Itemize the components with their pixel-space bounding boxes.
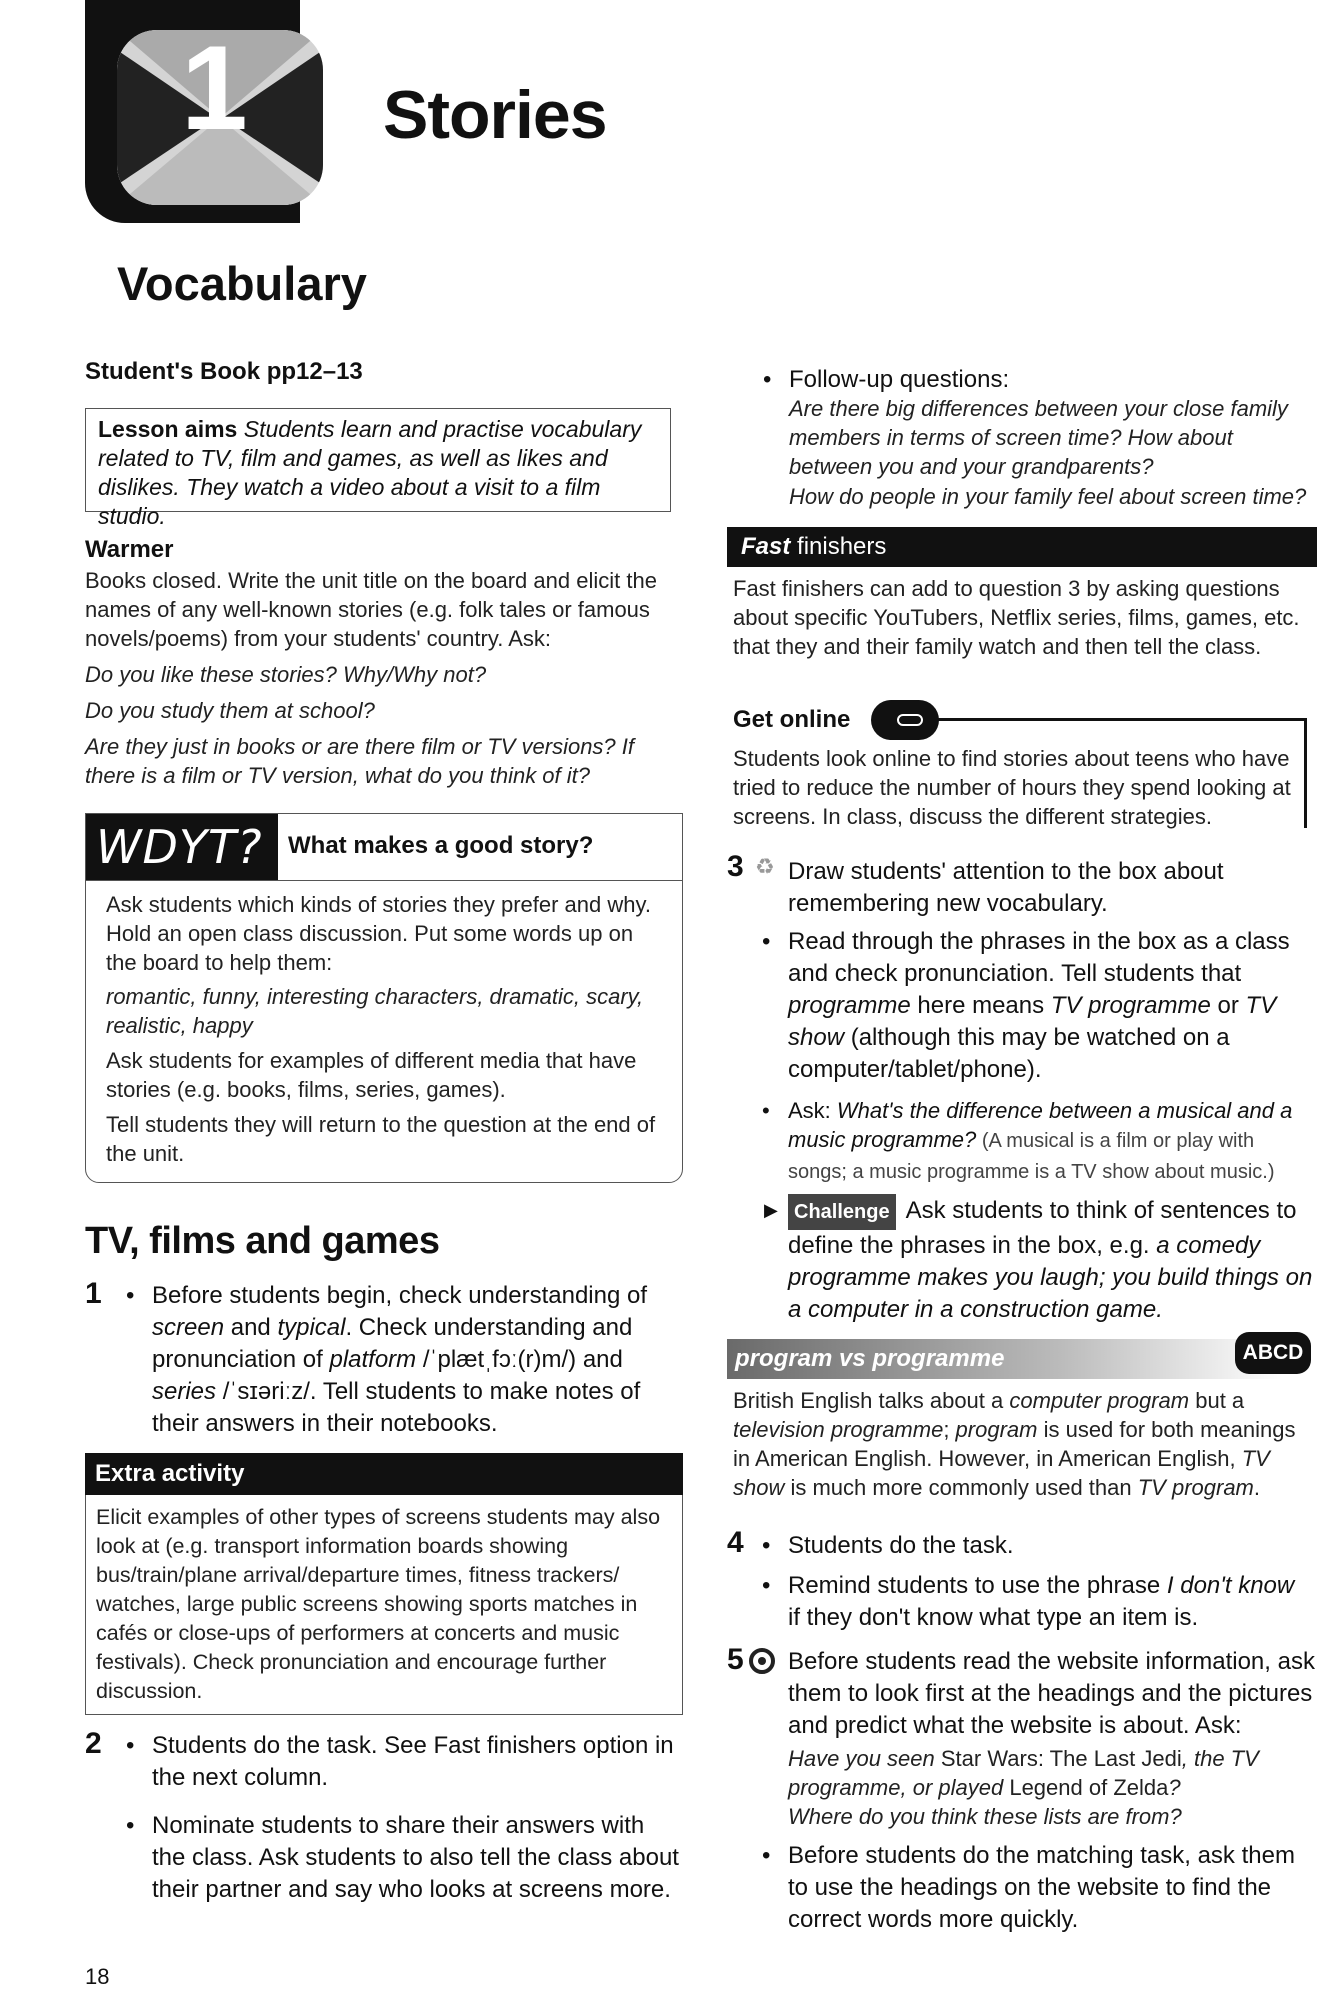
exercise-5-question-1 [788,1744,1316,1802]
extra-activity-heading: Extra activity [85,1453,683,1495]
text-run: TV show [733,1446,1270,1500]
text-run: is much more commonly used than [784,1475,1138,1500]
lesson-aims-text: Students learn and practise vocabulary related to TV, film and games, as well as likes and dislikes. They watch a video about a visit to a film studio. [98,416,642,529]
page-number: 18 [85,1964,110,1989]
challenge-text [788,1194,1316,1326]
text-run: Star Wars: The Last Jedi [940,1746,1182,1771]
text-run: Remind students to use the phrase [788,1572,1167,1599]
text-run: Ask students to think of sentences to define the phrases in the box, e.g. [788,1197,1297,1259]
section-title: Vocabulary [117,257,367,310]
fast-finishers-heading [727,527,1317,567]
get-online-text: Students look online to find stories about teens who have tried to reduce the number of hours they spend looking at screens. In class, discuss the different strategies. [733,746,1291,829]
extra-activity-text: Elicit examples of other types of screens students may also look at (e.g. transport information boards showing bus/train/plane arrival/departure times, fitness trackers/ watches, large public screens showing sports matches in cafés or close-ups of performers at concerts and music festivals). Check pronunciation and encourage further discussion. [85,1495,683,1715]
wdyt-paragraph-1: Ask students which kinds of stories they prefer and why. Hold an open class discussion. Put some words up on the board to help them: [106,892,651,975]
wdyt-question: What makes a good story? [288,832,594,859]
text-run: a comedy programme makes you laugh; you build things on a computer in a construction game. [788,1232,1313,1323]
recycle-icon: ♻ [755,854,775,879]
text-run: typical [277,1314,346,1341]
warmer-text: Books closed. Write the unit title on the board and elicit the names of any well-known stories (e.g. folk tales or famous novels/poems) from your students' country. Ask: [85,568,657,651]
text-run: program [955,1417,1038,1442]
text-run: I don't know [1166,1572,1295,1599]
warmer-question-1: Do you like these stories? Why/Why not? [85,662,487,687]
text-run: /ˈplætˌfɔː(r)m/) and [416,1346,623,1373]
unit-badge [85,0,300,223]
text-run: Legend of Zelda [1009,1775,1169,1800]
warmer-question-3: Are they just in books or are there film or TV versions? If there is a film or TV version, what do you think of it? [85,734,635,788]
text-run: (A musical is a film or play with songs; a music programme is a TV show about music.) [788,1130,1275,1183]
students-book-ref: Student's Book pp12–13 [85,358,363,385]
exercise-5-number: 5 [727,1643,744,1676]
get-online-rule-vertical [1304,718,1307,828]
program-vs-programme-text [733,1386,1313,1502]
play-arrow-icon: ▶ [764,1200,778,1220]
abcd-badge: ABCD [1235,1332,1311,1374]
get-online-rule [937,718,1305,721]
text-run: but a [1189,1388,1245,1413]
text-run: . Check understanding and pronunciation of [152,1314,633,1373]
text-run: television programme [733,1417,944,1442]
text-run: platform [329,1346,417,1373]
text-run: programme [788,992,911,1019]
text-run: series [152,1378,217,1405]
wdyt-divider [86,880,682,881]
exercise-1-number: 1 [85,1277,102,1310]
text-run: ; [943,1417,956,1442]
text-run: here means [910,992,1051,1019]
text-run: TV show [788,992,1277,1051]
exercise-4-bullet-1: • Students do the task. [788,1530,1308,1562]
exercise-2-bullet-2: • Nominate students to share their answers with the class. Ask students to also tell the class about their partner and say who looks at screens more. [152,1810,682,1906]
text-run: is used for both meanings in American English. However, in American English, [733,1417,1296,1471]
program-vs-programme-bar: program vs programme [727,1339,1282,1379]
text-run: or [1210,992,1246,1019]
exercise-3-intro: Draw students' attention to the box about remembering new vocabulary. [788,858,1224,917]
text-run: TV programme [1050,992,1211,1019]
fast-label: Fast [741,533,791,560]
text-run: /ˈsɪəriːz/. Tell students to make notes of their answers in their notebooks. [152,1378,641,1437]
wdyt-label: WDYT? [86,814,278,880]
follow-up-question-2: How do people in your family feel about screen time? [789,484,1307,509]
wdyt-words: romantic, funny, interesting characters, dramatic, scary, realistic, happy [106,984,644,1038]
wdyt-box [85,813,683,1183]
text-run: computer program [1009,1388,1190,1413]
finishers-label: finishers [790,533,887,560]
text-run: , the TV programme, or played [788,1746,1259,1800]
text-run: and [224,1314,278,1341]
text-run: ? [1168,1775,1181,1800]
exercise-3-number: 3 [727,850,744,883]
follow-up-heading: • Follow-up questions: [789,364,1309,396]
challenge-badge: Challenge [788,1194,896,1230]
text-run: British English talks about a [733,1388,1010,1413]
exercise-2-number: 2 [85,1727,102,1760]
tv-films-games-heading: TV, films and games [85,1220,440,1262]
exercise-4-number: 4 [727,1526,744,1559]
fast-finishers-text: Fast finishers can add to question 3 by asking questions about specific YouTubers, Netflix series, films, games, etc. that they and their family watch and then tell the class. [733,576,1300,659]
unit-title: Stories [383,77,607,153]
exercise-5-intro: Before students read the website information, ask them to look first at the headings and the pictures and predict what the website is about. Ask: [788,1648,1315,1739]
exercise-5-question-2: Where do you think these lists are from? [788,1804,1182,1829]
exercise-5-bullet-1: • Before students do the matching task, ask them to use the headings on the website to find the correct words more quickly. [788,1840,1316,1936]
unit-number: 1 [181,21,248,155]
text-run: Before students begin, check understanding of [152,1282,647,1309]
get-online-heading: Get online [733,706,851,733]
lesson-aims-box [85,408,671,529]
warmer-question-2: Do you study them at school? [85,698,375,723]
text-run: TV program [1137,1475,1254,1500]
text-run: (although this may be watched on a computer/tablet/phone). [788,1024,1230,1083]
text-run: Have you seen [788,1746,941,1771]
text-run: What's the difference between a musical and a music programme? [788,1098,1293,1152]
lesson-aims-label: Lesson aims [98,416,238,442]
text-run: Read through the phrases in the box as a class and check pronunciation. Tell students that [788,928,1290,987]
text-run: Ask: [788,1098,837,1123]
exercise-2-bullet-1: • Students do the task. See Fast finishers option in the next column. [152,1730,682,1794]
wdyt-paragraph-2: Ask students for examples of different media that have stories (e.g. books, films, series, games). [106,1048,637,1102]
follow-up-question-1: Are there big differences between your close family members in terms of screen time? How about between you and your grandparents? [789,396,1288,479]
text-run: if they don't know what type an item is. [788,1604,1199,1631]
exercise-4-bullet-2 [788,1570,1308,1634]
target-icon [749,1648,775,1674]
exercise-3-bullet-2 [788,1096,1308,1187]
exercise-1-bullet [152,1280,682,1440]
wdyt-paragraph-3: Tell students they will return to the question at the end of the unit. [106,1112,656,1166]
text-run: . [1253,1475,1261,1500]
mouse-icon [871,700,939,740]
text-run: screen [152,1314,225,1341]
warmer-heading: Warmer [85,536,174,563]
exercise-3-bullet-1 [788,926,1308,1086]
